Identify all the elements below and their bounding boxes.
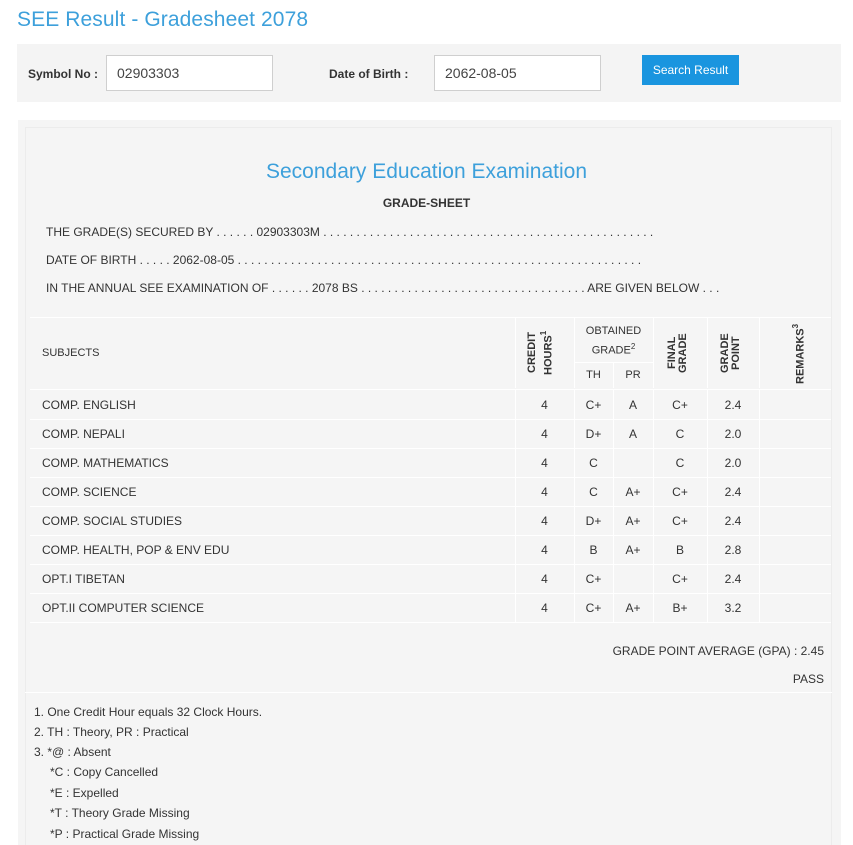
subject-cell: OPT.II COMPUTER SCIENCE [42,601,205,615]
th-cell: C+ [585,572,602,586]
pr-cell: A [628,398,637,412]
credit-cell: 4 [541,514,548,528]
pr-cell: A [628,427,637,441]
info-date-of-birth: DATE OF BIRTH . . . . . 2062-08-05 . . . . . . . . . . . . . . . . . . . . . . . . . . . . . . . . . . . . . . . . . . . . . . . . . . . . . . . . . . . . . [46,253,642,267]
subject-cell: COMP. NEPALI [42,427,125,441]
gp-cell: 2.4 [724,398,742,412]
note-2: 2. TH : Theory, PR : Practical [34,725,189,739]
final-cell: C+ [672,485,688,499]
credit-cell: 4 [541,456,548,470]
header-credit-hours: CREDIT HOURS$^1$ [526,330,555,376]
note-copy-cancelled: *C : Copy Cancelled [50,765,159,779]
gradesheet-title: GRADE-SHEET [382,196,471,210]
pr-cell: A+ [625,543,641,557]
result-status: PASS [792,672,824,686]
final-cell: C [675,427,685,441]
th-cell: C+ [585,601,602,615]
table-row [30,564,831,593]
gp-cell: 2.8 [724,543,742,557]
th-cell: D+ [585,427,602,441]
gp-cell: 2.4 [724,572,742,586]
credit-cell: 4 [541,485,548,499]
pr-cell: A+ [625,485,641,499]
dob-input[interactable] [434,55,601,91]
th-cell: D+ [585,514,602,528]
th-cell: C+ [585,398,602,412]
final-cell: B [675,543,684,557]
header-pr: PR [625,369,641,381]
table-row [30,506,831,535]
note-1: 1. One Credit Hour equals 32 Clock Hours. [34,705,263,719]
gp-cell: 2.4 [724,514,742,528]
info-secured-by: THE GRADE(S) SECURED BY . . . . . . 02903303M . . . . . . . . . . . . . . . . . . . . . . . . . . . . . . . . . . . . . . . . . . . . . . . . . . [46,225,654,239]
pr-cell: A+ [625,514,641,528]
final-cell: B+ [672,601,688,615]
exam-title: Secondary Education Examination [265,160,588,183]
pr-cell: A+ [625,601,641,615]
th-cell: C [589,485,598,499]
page-title: SEE Result - Gradesheet 2078 [17,8,309,31]
symbol-input[interactable] [106,55,273,91]
gp-cell: 3.2 [724,601,742,615]
subject-cell: COMP. ENGLISH [42,398,136,412]
table-row [30,419,831,448]
credit-cell: 4 [541,543,548,557]
search-result-button[interactable]: Search Result [642,55,739,85]
table-row [30,390,831,419]
subject-cell: COMP. SOCIAL STUDIES [42,514,183,528]
final-cell: C [675,456,685,470]
header-subjects: SUBJECTS [42,347,100,359]
th-cell: C [589,456,598,470]
header-final-grade: FINAL GRADE [666,333,689,373]
info-exam: IN THE ANNUAL SEE EXAMINATION OF . . . . . . 2078 BS . . . . . . . . . . . . . . . . . . . . . . . . . . . . . . . . . . ARE GIVEN BELOW . . . [46,281,720,295]
note-practical-missing: *P : Practical Grade Missing [50,827,200,841]
final-cell: C+ [672,572,688,586]
header-remarks: REMARKS$^3$ [791,323,807,384]
note-theory-missing: *T : Theory Grade Missing [50,806,190,820]
credit-cell: 4 [541,427,548,441]
table-row [30,593,831,622]
th-cell: B [589,543,598,557]
symbol-label: Symbol No : [28,67,99,81]
credit-cell: 4 [541,572,548,586]
gp-cell: 2.4 [724,485,742,499]
note-3: 3. *@ : Absent [34,745,111,759]
subject-cell: COMP. MATHEMATICS [42,456,169,470]
dob-label: Date of Birth : [329,67,409,81]
final-cell: C+ [672,398,688,412]
gpa-text: GRADE POINT AVERAGE (GPA) : 2.45 [612,644,824,658]
header-th: TH [586,369,601,381]
gp-cell: 2.0 [724,427,742,441]
table-header [30,317,831,390]
subject-cell: COMP. HEALTH, POP & ENV EDU [42,543,230,557]
credit-cell: 4 [541,601,548,615]
subject-cell: OPT.I TIBETAN [42,572,125,586]
header-grade-point: GRADE POINT [719,333,742,373]
table-row [30,477,831,506]
header-obtained-grade: OBTAINED GRADE$^2$ [585,325,642,357]
gp-cell: 2.0 [724,456,742,470]
credit-cell: 4 [541,398,548,412]
subject-cell: COMP. SCIENCE [42,485,137,499]
final-cell: C+ [672,514,688,528]
table-row [30,448,831,477]
table-row [30,535,831,564]
note-expelled: *E : Expelled [50,786,119,800]
